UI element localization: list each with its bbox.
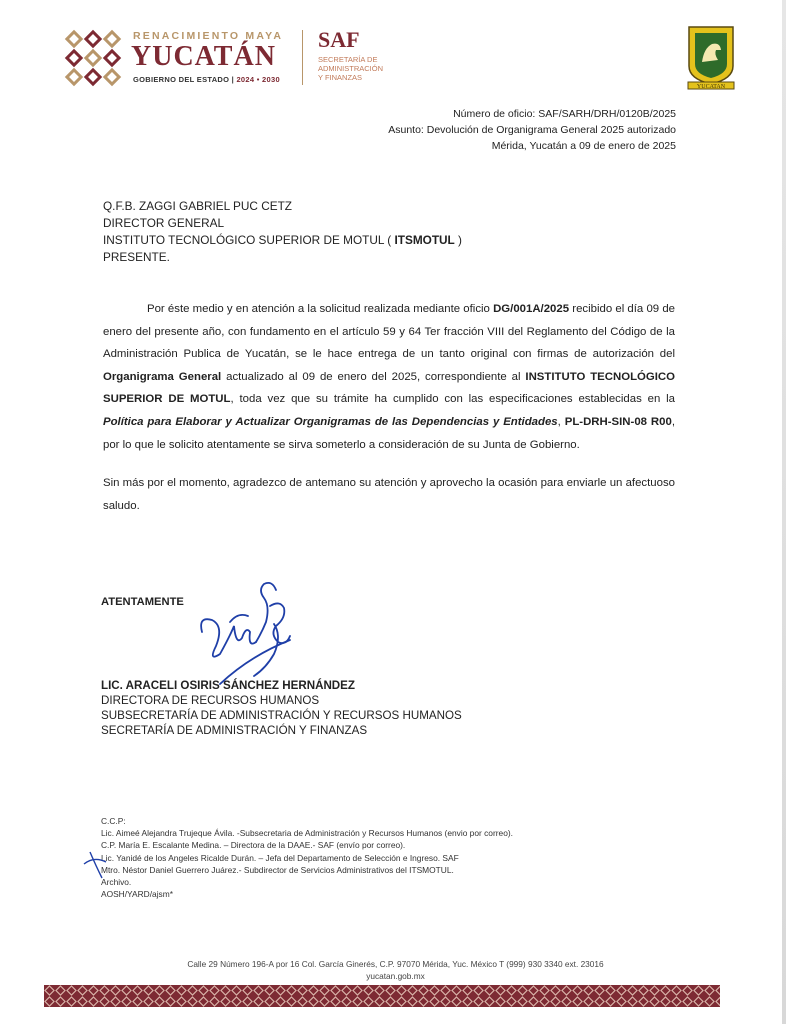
signer-secretaria: SECRETARÍA DE ADMINISTRACIÓN Y FINANZAS xyxy=(101,724,368,737)
seal-label: YUCATAN xyxy=(696,84,726,90)
institution-acronym: ITSMOTUL xyxy=(394,233,455,247)
brand-name: YUCATÁN xyxy=(131,41,276,72)
addressee-block xyxy=(103,198,462,266)
ccp-block xyxy=(101,815,513,900)
body-paragraph-1: Por éste medio y en atención a la solicitud realizada mediante oficio DG/001A/2025 recibido el día 09 de enero del presente año, con fundamento en el artículo 59 y 64 Ter fracción VIII del Reglamento del Código de la Administración Publica de Yucatán, se le hace entrega de un tanto original con firmas de autorización del Organigrama General actualizado al 09 de enero del 2025, correspondiente al INSTITUTO TECNOLÓGICO SUPERIOR DE MOTUL, toda vez que su trámite ha cumplido con las especificaciones establecidas en la Política para Elaborar y Actualizar Organigramas de las Dependencias y Entidades, PL-DRH-SIN-08 R00, por lo que le solicito atentamente se sirva someterlo a consideración de su Junta de Gobierno. xyxy=(103,303,676,451)
oficio-number: Número de oficio: SAF/SARH/DRH/0120B/2025 xyxy=(453,108,676,120)
saf-subtitle-line: SECRETARÍA DE xyxy=(318,55,378,64)
footer xyxy=(0,958,791,982)
brand-tagline: RENACIMIENTO MAYA xyxy=(133,30,284,42)
addressee-presente: PRESENTE. xyxy=(103,250,170,264)
place-date: Mérida, Yucatán a 09 de enero de 2025 xyxy=(491,140,676,152)
handwritten-check-mark-icon xyxy=(80,842,120,882)
yucatan-logo-icon xyxy=(63,28,123,88)
ccp-line: Mtro. Néstor Daniel Guerrero Juárez.- Subdirector de Servicios Administrativos del ITSMOTUL. xyxy=(101,864,454,875)
institution-name: INSTITUTO TECNOLÓGICO SUPERIOR DE MOTUL xyxy=(103,370,676,406)
brand-subtitle-left: GOBIERNO DEL ESTADO xyxy=(133,75,230,84)
ccp-label: C.C.P: xyxy=(101,816,126,826)
signer-title: DIRECTORA DE RECURSOS HUMANOS xyxy=(101,694,320,707)
yucatan-seal-icon xyxy=(686,24,736,90)
page-edge xyxy=(782,0,786,1024)
header-divider xyxy=(302,30,303,85)
addressee-name: Q.F.B. ZAGGI GABRIEL PUC CETZ xyxy=(103,199,292,213)
closing-atentamente: ATENTAMENTE xyxy=(101,596,184,608)
body-paragraph-2: Sin más por el momento, agradezco de antemano su atención y aprovecho la ocasión para enviarle un afectuoso saludo. xyxy=(103,477,675,512)
ccp-line: AOSH/YARD/ajsm* xyxy=(101,889,173,900)
saf-title: SAF xyxy=(318,27,360,52)
decorative-pattern-strip xyxy=(44,985,720,1007)
ccp-line: Lic. Aimeé Alejandra Trujeque Ávila. -Subsecretaria de Administración y Recursos Humanos (envio por correo). xyxy=(101,828,513,839)
saf-subtitle-line: ADMINISTRACIÓN xyxy=(318,64,384,73)
saf-subtitle xyxy=(318,55,408,82)
brand-years: 2024 • 2030 xyxy=(236,75,280,84)
letter-body xyxy=(103,298,675,517)
policy-name: Política para Elaborar y Actualizar Organigramas de las Dependencias y Entidades xyxy=(103,415,558,428)
saf-subtitle-line: Y FINANZAS xyxy=(318,73,363,82)
policy-code: PL-DRH-SIN-08 R00 xyxy=(564,415,672,428)
signer-block xyxy=(101,678,462,738)
organigrama-term: Organigrama General xyxy=(103,370,222,383)
ccp-line: Lic. Yanidé de los Angeles Ricalde Durán. – Jefa del Departamento de Selección e Ingreso. SAF xyxy=(101,852,459,863)
brand-subtitle: GOBIERNO DEL ESTADO | 2024 • 2030 xyxy=(133,75,280,84)
footer-address: Calle 29 Número 196-A por 16 Col. García Ginerés, C.P. 97070 Mérida, Yuc. México T (999) 930 3340 ext. 23016 xyxy=(187,959,604,969)
addressee-institution: INSTITUTO TECNOLÓGICO SUPERIOR DE MOTUL ( ITSMOTUL ) xyxy=(103,233,462,247)
reference-block xyxy=(256,106,676,154)
signer-name: LIC. ARACELI OSIRIS SÁNCHEZ HERNÁNDEZ xyxy=(101,679,355,692)
ccp-line: Archivo. xyxy=(101,877,132,888)
subject-line: Asunto: Devolución de Organigrama General 2025 autorizado xyxy=(388,124,676,136)
footer-website: yucatan.gob.mx xyxy=(366,971,425,981)
signer-subsecretaria: SUBSECRETARÍA DE ADMINISTRACIÓN Y RECURSOS HUMANOS xyxy=(101,709,462,722)
ccp-line: C.P. María E. Escalante Medina. – Directora de la DAAE.- SAF (envío por correo). xyxy=(101,840,406,851)
oficio-reference: DG/001A/2025 xyxy=(493,303,570,315)
addressee-title: DIRECTOR GENERAL xyxy=(103,216,225,230)
